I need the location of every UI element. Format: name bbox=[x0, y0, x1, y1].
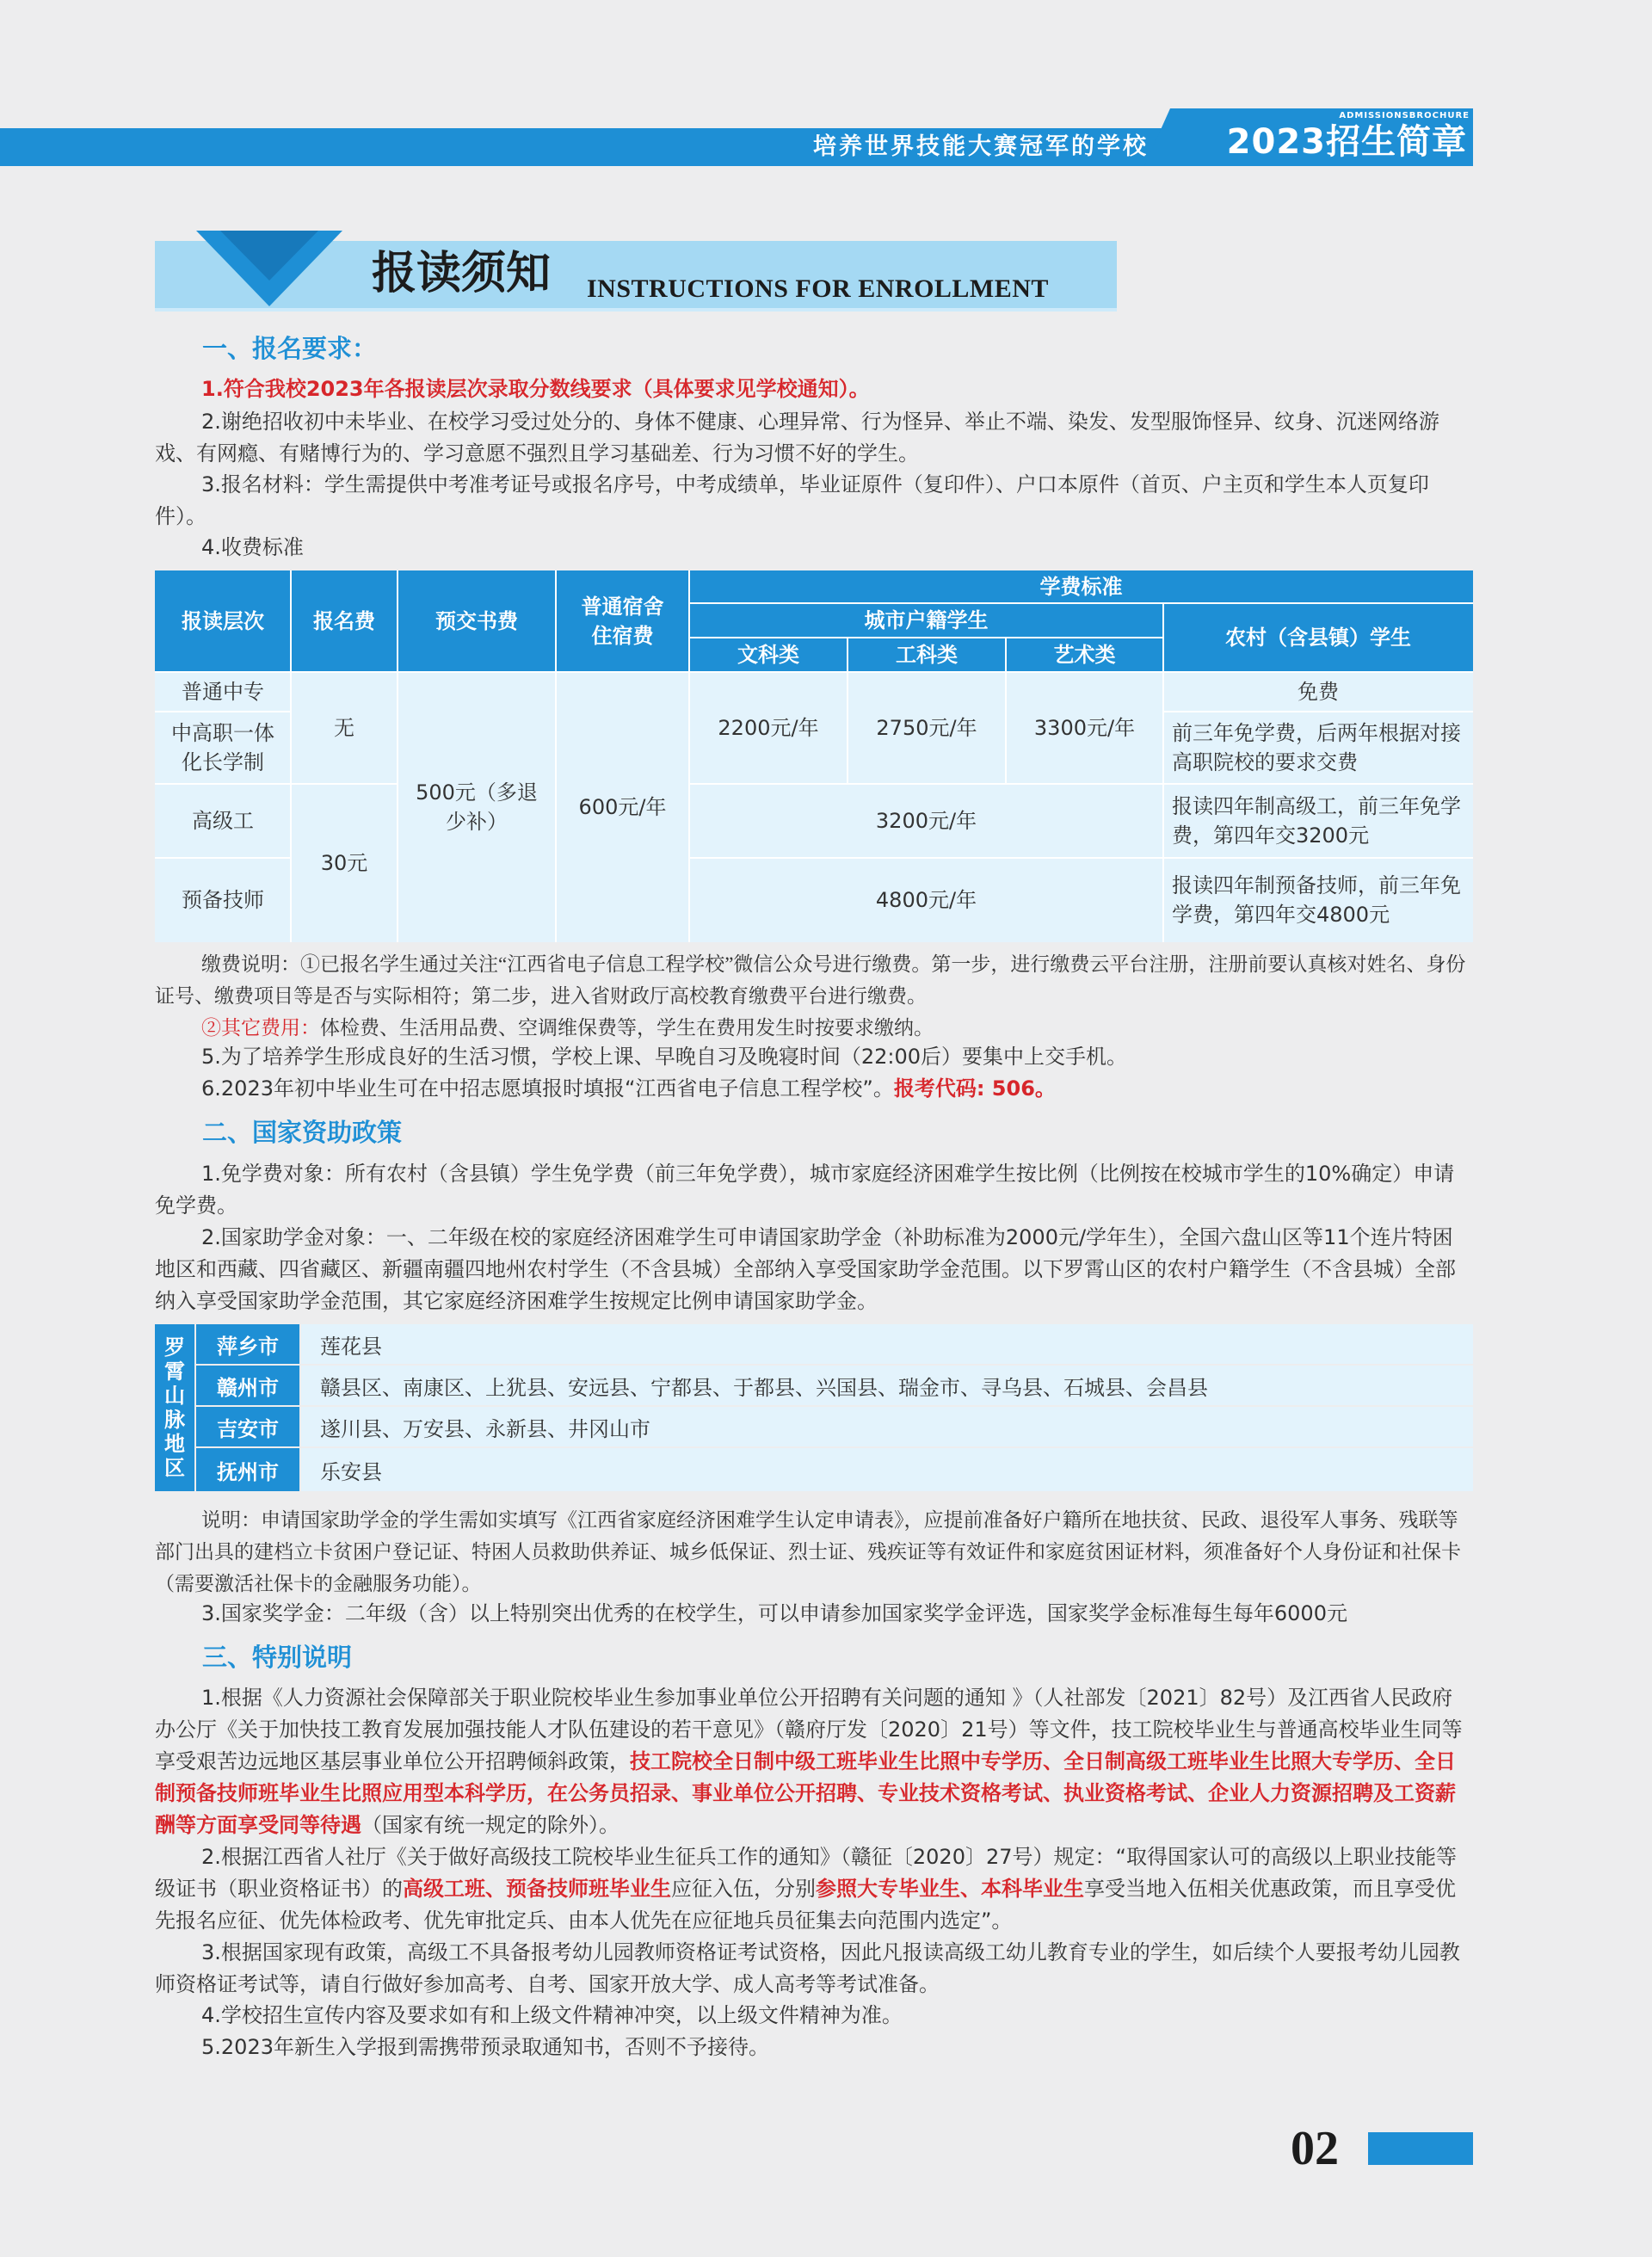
payment-note: 缴费说明：①已报名学生通过关注“江西省电子信息工程学校”微信公众号进行缴费。第一步，进行缴费云平台注册，注册前要认真核对姓名、身份证号、缴费项目等是否与实际相符；第二步，进入省财政厅高校教育缴费平台进行缴费。 bbox=[155, 953, 1466, 1007]
requirement-2: 2.谢绝招收初中未毕业、在校学习受过处分的、身体不健康、心理异常、行为怪异、举止不端、染发、发型服饰怪异、纹身、沉迷网络游戏、有网瘾、有赌博行为的、学习意愿不强烈且学习基础差、行为习惯不好的学生。 bbox=[155, 410, 1439, 466]
aid-note: 说明：申请国家助学金的学生需如实填写《江西省家庭经济困难学生认定申请表》，应提前准备好户籍所在地扶贫、民政、退役军人事务、残联等部门出具的建档立卡贫困户登记证、特困人员救助供养证、城乡低保证、烈士证、残疾证等有效证件和家庭贫困证材料，须准备好个人身份证和社保卡（需要激活社保卡的金融服务功能）。 bbox=[155, 1509, 1461, 1594]
aid-2: 2.国家助学金对象：一、二年级在校的家庭经济困难学生可申请国家助学金（补助标准为2000元/学年生），全国六盘山区等11个连片特困地区和西藏、四省藏区、新疆南疆四地州农村学生（不含县城）全部纳入享受国家助学金范围。以下罗霄山区的农村户籍学生（不含县城）全部纳入享受国家助学金范围，其它家庭经济困难学生按规定比例申请国家助学金。 bbox=[155, 1225, 1456, 1313]
brochure-english-label: ADMISSIONSBROCHURE bbox=[1339, 111, 1470, 120]
tuition-engineering: 2750元/年 bbox=[848, 672, 1006, 784]
grid-line bbox=[1162, 603, 1164, 942]
special-4: 4.学校招生宣传内容及要求如有和上级文件精神冲突，以上级文件精神为准。 bbox=[201, 2003, 903, 2027]
row-label-technician: 预备技师 bbox=[155, 858, 291, 942]
grid-line bbox=[689, 857, 1473, 859]
region-city-pingxiang: 萍乡市 bbox=[196, 1324, 299, 1364]
grid-line bbox=[555, 570, 557, 942]
tuition-senior-worker: 3200元/年 bbox=[689, 784, 1163, 858]
book-fee-value: 500元（多退少补） bbox=[398, 672, 556, 942]
rural-integrated: 前三年免学费，后两年根据对接高职院校的要求交费 bbox=[1163, 712, 1473, 784]
grid-line bbox=[689, 637, 1163, 638]
special-3: 3.根据国家现有政策，高级工不具备报考幼儿园教师资格证考试资格，因此凡报读高级工幼儿教育专业的学生，如后续个人要报考幼儿园教师资格证考试等，请自行做好参加高考、自考、国家开放大学、成人高考等考试准备。 bbox=[155, 1940, 1460, 1996]
grid-line bbox=[290, 570, 292, 942]
region-city-ganzhou: 赣州市 bbox=[196, 1366, 299, 1405]
grid-line bbox=[689, 602, 1473, 604]
luoxiao-region-table bbox=[155, 1324, 1473, 1491]
th-engineering: 工科类 bbox=[848, 638, 1006, 672]
page-number: 02 bbox=[1291, 2122, 1339, 2175]
grid-line bbox=[397, 570, 398, 942]
requirement-3: 3.报名材料：学生需提供中考准考证号或报名序号，中考成绩单，毕业证原件（复印件）、户口本原件（首页、户主页和学生本人页复印件）。 bbox=[155, 472, 1429, 528]
grid-line bbox=[155, 671, 1473, 673]
grid-line bbox=[155, 711, 291, 712]
grid-line bbox=[155, 857, 291, 859]
th-dorm-fee: 普通宿舍住宿费 bbox=[556, 570, 689, 672]
region-label: 罗霄山脉地区 bbox=[155, 1324, 194, 1491]
th-book-fee: 预交书费 bbox=[398, 570, 556, 672]
requirement-4: 4.收费标准 bbox=[201, 535, 304, 559]
fee-table bbox=[155, 570, 1473, 942]
section-heading-aid: 二、国家资助政策 bbox=[202, 1118, 403, 1147]
banner-triangle-icon bbox=[196, 231, 342, 306]
requirement-5: 5.为了培养学生形成良好的生活习惯，学校上课、早晚自习及晚寝时间（22:00后）要集中上交手机。 bbox=[201, 1045, 1128, 1069]
grid-line bbox=[155, 783, 398, 785]
tuition-art: 3300元/年 bbox=[1006, 672, 1163, 784]
grid-line bbox=[689, 783, 1473, 785]
grid-line bbox=[847, 638, 848, 784]
requirement-1: 1.符合我校2023年各报读层次录取分数线要求（具体要求见学校通知）。 bbox=[201, 377, 870, 401]
grid-line bbox=[1005, 638, 1007, 784]
region-city-fuzhou: 抚州市 bbox=[196, 1448, 299, 1491]
th-arts: 文科类 bbox=[689, 638, 848, 672]
reg-fee-none: 无 bbox=[291, 672, 398, 784]
tuition-arts: 2200元/年 bbox=[689, 672, 848, 784]
th-reg-fee: 报名费 bbox=[291, 570, 398, 672]
special-5: 5.2023年新生入学报到需携带预录取通知书，否则不予接待。 bbox=[201, 2035, 769, 2059]
other-fees-note: ②其它费用：体检费、生活用品费、空调维保费等，学生在费用发生时按要求缴纳。 bbox=[201, 1017, 934, 1039]
region-city-jian: 吉安市 bbox=[196, 1407, 299, 1446]
section-heading-special: 三、特别说明 bbox=[202, 1643, 353, 1672]
row-label-integrated: 中高职一体化长学制 bbox=[155, 712, 291, 784]
dorm-fee-value: 600元/年 bbox=[556, 672, 689, 942]
grid-line bbox=[688, 570, 690, 942]
reg-fee-30: 30元 bbox=[291, 784, 398, 942]
grid-line bbox=[1163, 711, 1473, 712]
page-number-bar bbox=[1368, 2132, 1473, 2165]
row-label-senior-worker: 高级工 bbox=[155, 784, 291, 858]
rural-technician: 报读四年制预备技师，前三年免学费，第四年交4800元 bbox=[1163, 858, 1473, 942]
header-tagline: 培养世界技能大赛冠军的学校 bbox=[813, 133, 1149, 160]
aid-1: 1.免学费对象：所有农村（含县镇）学生免学费（前三年免学费），城市家庭经济困难学生按比例（比例按在校城市学生的10%确定）申请免学费。 bbox=[155, 1162, 1455, 1218]
rural-senior-worker: 报读四年制高级工，前三年免学费，第四年交3200元 bbox=[1163, 784, 1473, 858]
aid-3: 3.国家奖学金：二年级（含）以上特别突出优秀的在校学生，可以申请参加国家奖学金评选，国家奖学金标准每生每年6000元 bbox=[201, 1601, 1347, 1625]
th-tuition: 学费标准 bbox=[689, 570, 1473, 603]
row-label-vocational: 普通中专 bbox=[155, 672, 291, 712]
section-title: 报读须知 bbox=[372, 247, 552, 299]
th-rural: 农村（含县镇）学生 bbox=[1163, 603, 1473, 672]
region-areas-pingxiang: 莲花县 bbox=[301, 1324, 1473, 1364]
special-2: 2.根据江西省人社厅《关于做好高级技工院校毕业生征兵工作的通知》（赣征〔2020〕27号）规定：“取得国家认可的高级以上职业技能等级证书（职业资格证书）的高级工班、预备技师班毕业生应征入伍，分别参照大专毕业生、本科毕业生享受当地入伍相关优惠政策，而且享受优先报名应征、优先体检政考、优先审批定兵、由本人优先在应征地兵员征集去向范围内选定”。 bbox=[155, 1845, 1457, 1933]
special-1: 1.根据《人力资源社会保障部关于职业院校毕业生参加事业单位公开招聘有关问题的通知 》（人社部发〔2021〕82号）及江西省人民政府办公厅《关于加快技工教育发展加强技能人才队伍建设的若干意见》（赣府厅发〔2020〕21号）等文件，技工院校毕业生与普通高校毕业生同等享受艰苦边远地区基层事业单位公开招聘倾斜政策，技工院校全日制中级工班毕业生比照中专学历、全日制高级工班毕业生比照大专学历、全日制预备技师班毕业生比照应用型本科学历，在公务员招录、事业单位公开招聘、专业技术资格考试、执业资格考试、企业人力资源招聘及工资薪酬等方面享受同等待遇（国家有统一规定的除外）。 bbox=[155, 1686, 1463, 1837]
region-areas-fuzhou: 乐安县 bbox=[301, 1448, 1473, 1491]
rural-free: 免费 bbox=[1163, 672, 1473, 712]
tuition-technician: 4800元/年 bbox=[689, 858, 1163, 942]
region-areas-jian: 遂川县、万安县、永新县、井冈山市 bbox=[301, 1407, 1473, 1446]
brochure-title: 2023招生简章 bbox=[1226, 122, 1467, 162]
th-level: 报读层次 bbox=[155, 570, 291, 672]
th-art: 艺术类 bbox=[1006, 638, 1163, 672]
section-heading-requirements: 一、报名要求： bbox=[202, 334, 378, 363]
region-areas-ganzhou: 赣县区、南康区、上犹县、安远县、宁都县、于都县、兴国县、瑞金市、寻乌县、石城县、会昌县 bbox=[301, 1366, 1473, 1405]
section-title-english: INSTRUCTIONS FOR ENROLLMENT bbox=[587, 274, 1049, 303]
th-urban: 城市户籍学生 bbox=[689, 603, 1163, 638]
section-banner-underline bbox=[155, 308, 1117, 311]
requirement-6: 6.2023年初中毕业生可在中招志愿填报时填报“江西省电子信息工程学校”。报考代码: 506。 bbox=[201, 1076, 1056, 1101]
